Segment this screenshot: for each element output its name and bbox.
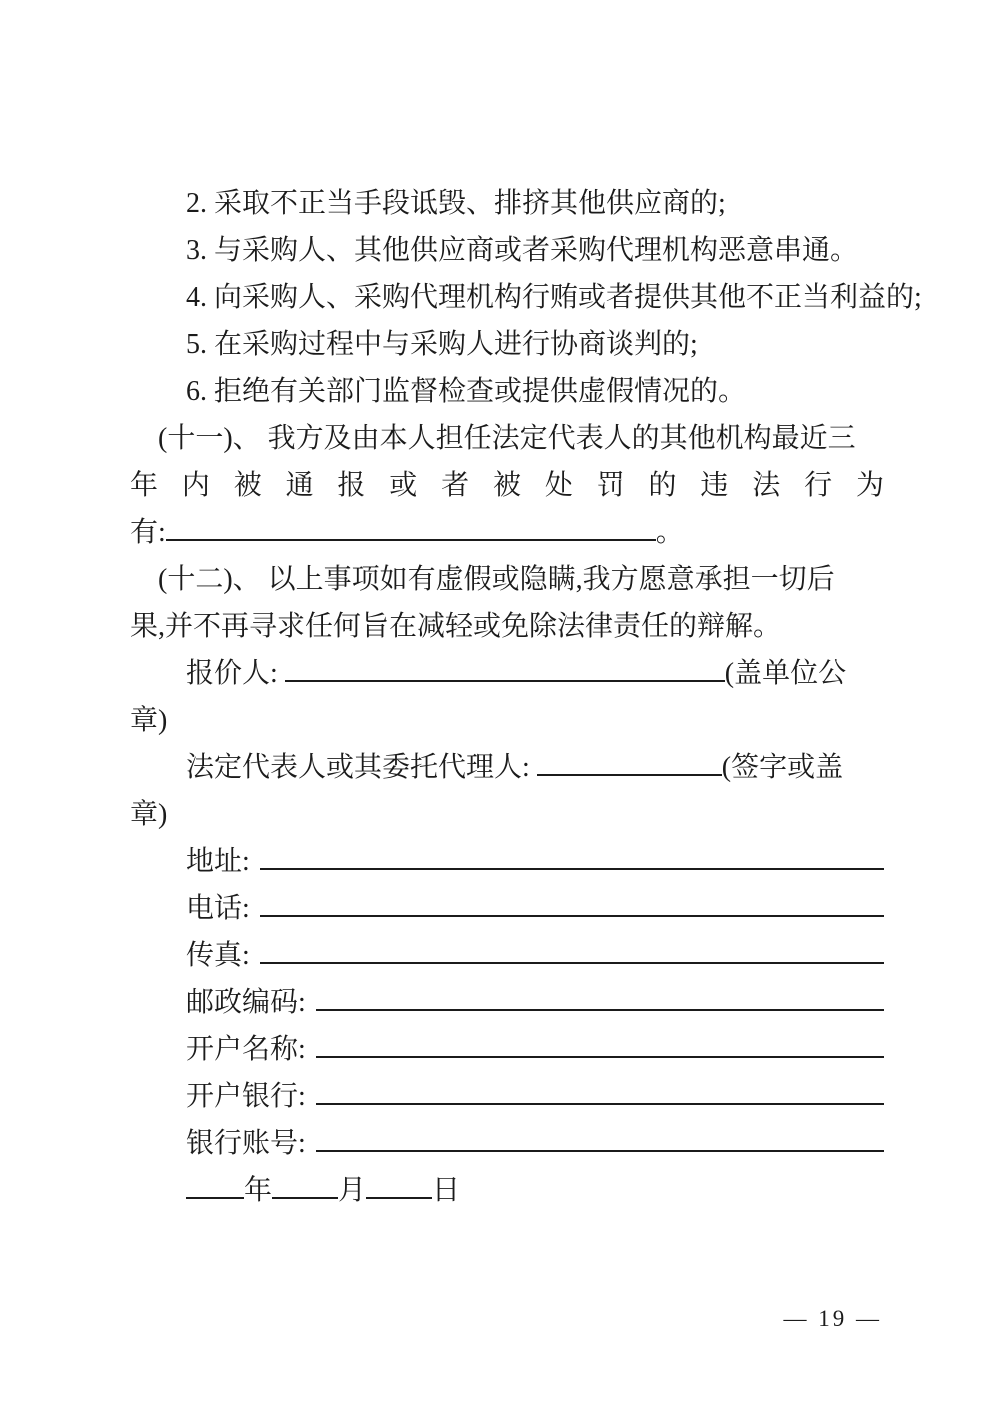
fax-blank-line xyxy=(260,932,884,964)
phone-label: 电话: xyxy=(186,893,250,924)
year-label: 年 xyxy=(244,1175,273,1206)
bidder-name-blank-line xyxy=(285,650,725,682)
contact-field-bank-account xyxy=(130,1120,884,1167)
bank-blank-line xyxy=(316,1073,884,1105)
clause-11-line-3-prefix: 有: xyxy=(130,517,166,548)
clause-11-line-3 xyxy=(130,509,884,556)
address-blank-line xyxy=(260,838,884,870)
contact-field-address xyxy=(130,838,884,885)
day-label: 日 xyxy=(432,1175,461,1206)
day-blank-line xyxy=(366,1167,432,1199)
month-label: 月 xyxy=(338,1175,367,1206)
document-body xyxy=(130,180,922,1214)
year-blank-line xyxy=(186,1167,244,1199)
contact-field-account-name xyxy=(130,1026,884,1073)
clause-11-line-3-suffix: 。 xyxy=(655,517,684,548)
numbered-item-5: 5. 在采购过程中与采购人进行协商谈判的; xyxy=(186,329,698,360)
account-name-blank-line xyxy=(316,1026,884,1058)
bidder-seal-note-continued: 章) xyxy=(130,705,168,736)
representative-seal-note: (签字或盖 xyxy=(721,752,844,783)
representative-seal-note-continued: 章) xyxy=(130,799,168,830)
clause-12-line-2: 果,并不再寻求任何旨在减轻或免除法律责任的辩解。 xyxy=(130,611,782,642)
bidder-signature-line xyxy=(130,650,884,697)
bidder-seal-note: (盖单位公 xyxy=(724,658,847,689)
numbered-item-6: 6. 拒绝有关部门监督检查或提供虚假情况的。 xyxy=(186,376,747,407)
violations-blank-line xyxy=(166,509,656,541)
numbered-item-3: 3. 与采购人、其他供应商或者采购代理机构恶意串通。 xyxy=(186,235,859,266)
numbered-item-4: 4. 向采购人、采购代理机构行贿或者提供其他不正当利益的; xyxy=(186,282,922,313)
bidder-label: 报价人: xyxy=(186,658,278,689)
address-label: 地址: xyxy=(186,846,250,877)
month-blank-line xyxy=(272,1167,338,1199)
phone-blank-line xyxy=(260,885,884,917)
account-name-label: 开户名称: xyxy=(186,1034,306,1065)
page-number: — 19 — xyxy=(783,1306,882,1331)
representative-signature-line xyxy=(130,744,884,791)
bank-account-label: 银行账号: xyxy=(186,1128,306,1159)
representative-label: 法定代表人或其委托代理人: xyxy=(186,752,530,783)
postal-code-blank-line xyxy=(316,979,884,1011)
postal-code-label: 邮政编码: xyxy=(186,987,306,1018)
clause-12-line-1: (十二)、 以上事项如有虚假或隐瞒,我方愿意承担一切后 xyxy=(158,564,835,595)
clause-11-line-1: (十一)、 我方及由本人担任法定代表人的其他机构最近三 xyxy=(158,423,856,454)
bank-label: 开户银行: xyxy=(186,1081,306,1112)
numbered-item-2: 2. 采取不正当手段诋毁、排挤其他供应商的; xyxy=(186,188,726,219)
contact-field-postal-code xyxy=(130,979,884,1026)
clause-11-line-2: 年内被通报或者被处罚的违法行为 xyxy=(130,470,884,501)
bank-account-blank-line xyxy=(316,1120,884,1152)
date-line xyxy=(130,1167,884,1214)
contact-field-fax xyxy=(130,932,884,979)
contact-field-phone xyxy=(130,885,884,932)
representative-name-blank-line xyxy=(537,744,722,776)
contact-field-bank xyxy=(130,1073,884,1120)
fax-label: 传真: xyxy=(186,940,250,971)
